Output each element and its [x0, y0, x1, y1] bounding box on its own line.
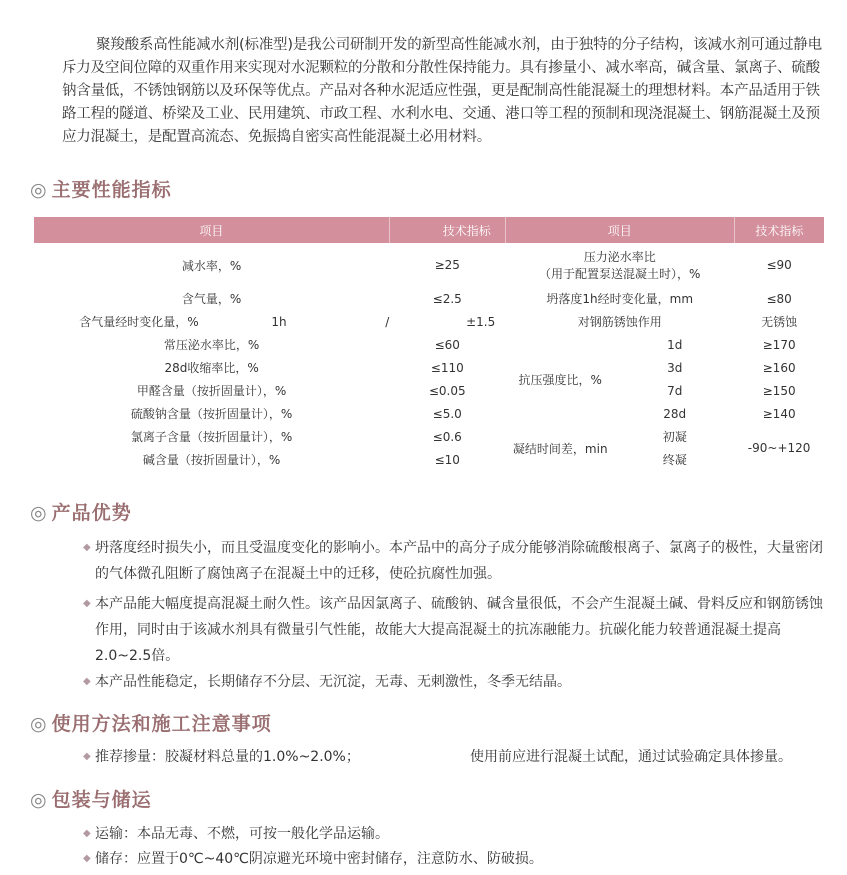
list-item: ◆ 推荐掺量：胶凝材料总量的1.0%~2.0%； 使用前应进行混凝土试配，通过试验确定具体掺量。: [95, 744, 835, 770]
table-row: 常压泌水率比，% ≤60 抗压强度比，% 1d ≥170: [163, 337, 796, 387]
list-item: ◆ 本产品性能稳定，长期储存不分层、无沉淀，无毒、无刺激性，冬季无结晶。: [95, 669, 835, 695]
intro-paragraph: 聚羧酸系高性能减水剂(标准型)是我公司研制开发的新型高性能减水剂，由于独特的分子结构，该减水剂可通过静电斥力及空间位障的双重作用来实现对水泥颗粒的分散和分散性保持能力。具有掺量小、减水率高，碱含量、氯离子、硫酸钠含量低，不锈蚀钢筋以及环保等优点。产品对各种水泥适应性强，更是配制高性能混凝土的理想材料。本产品适用于铁路工程的隧道、桥梁及工业、民用建筑、市政工程、水利水电、交通、港口等工程的预制和现浇混凝土、钢筋混凝土及预应力混凝土，是配置高流态、免振捣自密实高性能混凝土必用材料。: [62, 37, 822, 145]
table-row: 含气量，% ≤2.5 坍落度1h经时变化量，mm ≤80: [181, 291, 792, 306]
diamond-icon: ◆: [83, 676, 91, 687]
table-row: 含气量经时变化量，% 1h / ±1.5 对钢筋锈蚀作用 无锈蚀: [79, 314, 798, 329]
table-header: 项目 技术指标 项目 技术指标: [34, 217, 824, 243]
table-row: 28d收缩率比，% ≤110 3d ≥160: [164, 360, 796, 375]
list-item: ◆ 坍落度经时损失小，而且受温度变化的影响小。本产品中的高分子成分能够消除硫酸根离子、氯离子的极性，大量密闭的气体微孔阻断了腐蚀离子在混凝土中的迁移，使砼抗腐性加强。: [95, 535, 835, 587]
list-item: ◆ 储存：应置于0℃~40℃阴凉避光环境中密封储存，注意防水、防破损。: [95, 846, 835, 872]
section-heading-advantages: ◎ 产品优势: [30, 502, 132, 524]
section-heading-usage: ◎ 使用方法和施工注意事项: [30, 713, 272, 735]
list-item: ◆ 本产品能大幅度提高混凝土耐久性。该产品因氯离子、硫酸钠、碱含量很低，不会产生混凝土碱、骨料反应和钢筋锈蚀作用，同时由于该减水剂具有微量引气性能，故能大大提高混凝土的抗冻融能力。抗碳化能力较普通混凝土提高2.0~2.5倍。: [95, 591, 835, 669]
table-row: 硫酸钠含量（按折固量计），% ≤5.0 28d ≥140: [130, 406, 796, 421]
specs-table: [34, 217, 824, 471]
table-row: 甲醛含量（按折固量计），% ≤0.05 7d ≥150: [136, 383, 796, 398]
table-row: 碱含量（按折固量计），% ≤10 终凝: [142, 452, 687, 467]
section-heading-specs: ◎ 主要性能指标: [30, 179, 172, 201]
section-heading-storage: ◎ 包装与储运: [30, 789, 152, 811]
list-item: ◆ 运输：本品无毒、不燃，可按一般化学品运输。: [95, 821, 835, 847]
diamond-icon: ◆: [83, 751, 91, 762]
table-row: 减水率，% ≥25 压力泌水率比 （用于配置泵送混凝土时），% ≤90: [181, 250, 792, 281]
diamond-icon: ◆: [83, 598, 91, 609]
diamond-icon: ◆: [83, 853, 91, 864]
diamond-icon: ◆: [83, 828, 91, 839]
table-row: 氯离子含量（按折固量计），% ≤0.6 凝结时间差，min 初凝 -90~+120: [130, 429, 811, 456]
diamond-icon: ◆: [83, 542, 91, 553]
